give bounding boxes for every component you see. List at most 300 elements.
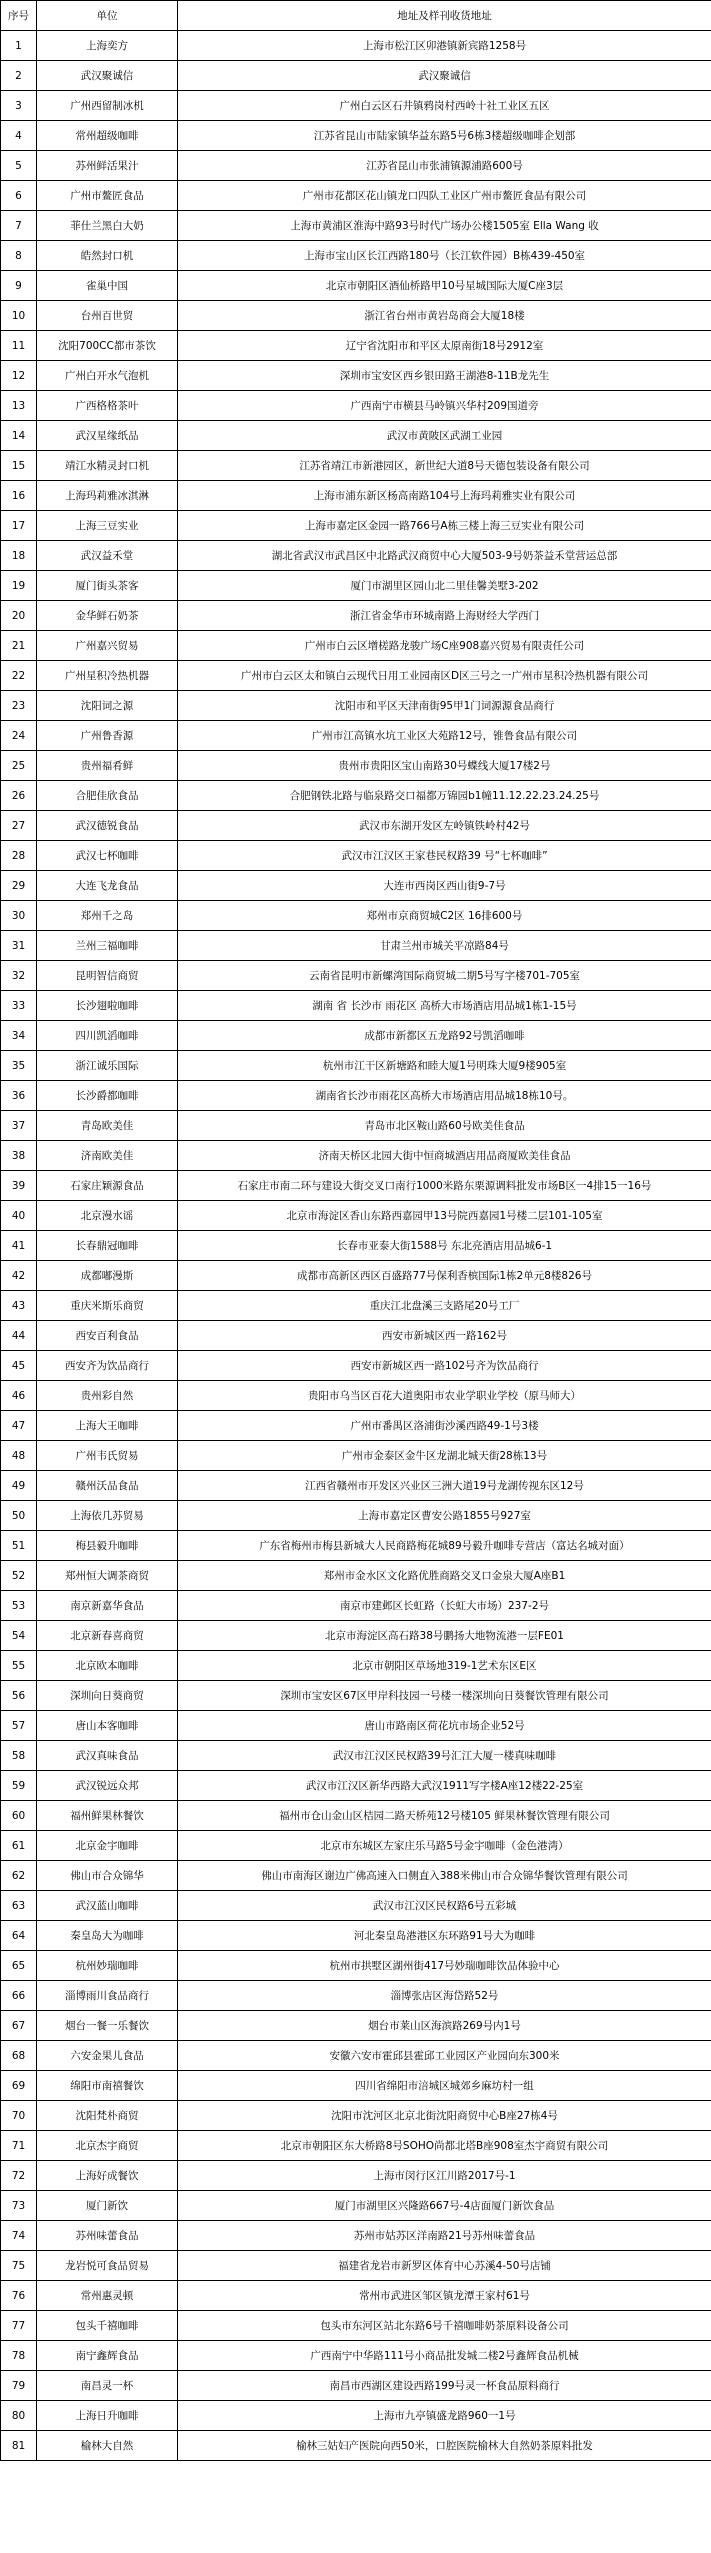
table-row [1, 2401, 711, 2431]
row-unit: 皓然封口机 [37, 241, 178, 271]
table-row [1, 1381, 711, 1411]
row-unit: 金华鲜石奶茶 [37, 601, 178, 631]
row-address: 武汉市江汉区新华西路大武汉1911写字楼A座12楼22-25室 [178, 1771, 711, 1801]
row-address: 上海市九亭镇盛龙路960一1号 [178, 2401, 711, 2431]
header-address: 地址及样刊收货地址 [178, 1, 711, 31]
row-index: 41 [1, 1231, 37, 1261]
row-index: 27 [1, 811, 37, 841]
row-address: 西安市新城区西一路102号齐为饮品商行 [178, 1351, 711, 1381]
table-row [1, 1771, 711, 1801]
table-row [1, 961, 711, 991]
row-unit: 北京新春喜商贸 [37, 1621, 178, 1651]
table-row [1, 631, 711, 661]
row-unit: 龙岩悦可食品贸易 [37, 2251, 178, 2281]
row-address: 郑州市金水区文化路优胜商路交叉口金泉大厦A座B1 [178, 1561, 711, 1591]
row-index: 73 [1, 2191, 37, 2221]
table-row [1, 751, 711, 781]
header-index: 序号 [1, 1, 37, 31]
row-index: 14 [1, 421, 37, 451]
row-index: 31 [1, 931, 37, 961]
table-row [1, 2011, 711, 2041]
row-unit: 大连飞龙食品 [37, 871, 178, 901]
row-address: 西安市新城区西一路162号 [178, 1321, 711, 1351]
table-row [1, 1801, 711, 1831]
row-index: 20 [1, 601, 37, 631]
row-address: 长春市亚泰大街1588号 东北亮酒店用品城6-1 [178, 1231, 711, 1261]
table-row [1, 361, 711, 391]
header-row [1, 1, 711, 31]
table-row [1, 1651, 711, 1681]
row-unit: 济南欧美佳 [37, 1141, 178, 1171]
table-row [1, 1201, 711, 1231]
row-unit: 重庆米斯乐商贸 [37, 1291, 178, 1321]
table-row [1, 2311, 711, 2341]
row-index: 61 [1, 1831, 37, 1861]
row-index: 43 [1, 1291, 37, 1321]
table-row [1, 1411, 711, 1441]
table-row [1, 1501, 711, 1531]
row-index: 18 [1, 541, 37, 571]
row-index: 30 [1, 901, 37, 931]
row-unit: 常州超级咖啡 [37, 121, 178, 151]
row-address: 江苏省靖江市新港园区，新世纪大道8号天德包装设备有限公司 [178, 451, 711, 481]
row-address: 大连市西岗区西山街9-7号 [178, 871, 711, 901]
row-address: 北京市东城区左家庄乐马路5号金宇咖啡（金色港湾） [178, 1831, 711, 1861]
row-index: 48 [1, 1441, 37, 1471]
row-unit: 郑州恒大调茶商贸 [37, 1561, 178, 1591]
row-unit: 佛山市合众锦华 [37, 1861, 178, 1891]
row-index: 55 [1, 1651, 37, 1681]
row-address: 福州市仓山金山区桔园二路天桥苑12号楼105 鲜果林餐饮管理有限公司 [178, 1801, 711, 1831]
table-row [1, 1561, 711, 1591]
row-address: 上海市黄浦区淮海中路93号时代广场办公楼1505室 Ella Wang 收 [178, 211, 711, 241]
row-unit: 深圳向日葵商贸 [37, 1681, 178, 1711]
row-address: 浙江省台州市黄岩岛商会大厦18楼 [178, 301, 711, 331]
row-address: 郑州市京商贸城C2区 16排600号 [178, 901, 711, 931]
row-index: 2 [1, 61, 37, 91]
table-row [1, 2071, 711, 2101]
row-index: 58 [1, 1741, 37, 1771]
row-address: 淄博张店区海岱路52号 [178, 1981, 711, 2011]
row-index: 5 [1, 151, 37, 181]
row-address: 武汉市江汉区王家巷民权路39 号“七杯咖啡” [178, 841, 711, 871]
row-address: 四川省绵阳市涪城区城郊乡麻坊村一组 [178, 2071, 711, 2101]
row-unit: 上海日升咖啡 [37, 2401, 178, 2431]
row-unit: 沈阳梵朴商贸 [37, 2101, 178, 2131]
row-index: 75 [1, 2251, 37, 2281]
table-row [1, 2221, 711, 2251]
row-address: 深圳市宝安区67区甲岸科技园一号楼一楼深圳向日葵餐饮管理有限公司 [178, 1681, 711, 1711]
row-unit: 上海依几苏贸易 [37, 1501, 178, 1531]
row-unit: 烟台一餐一乐餐饮 [37, 2011, 178, 2041]
table-row [1, 421, 711, 451]
row-index: 22 [1, 661, 37, 691]
row-unit: 武汉德锐食品 [37, 811, 178, 841]
row-address: 北京市朝阳区酒仙桥路甲10号星城国际大厦C座3层 [178, 271, 711, 301]
row-unit: 绵阳市南禧餐饮 [37, 2071, 178, 2101]
table-row [1, 1321, 711, 1351]
row-unit: 雀巢中国 [37, 271, 178, 301]
row-address: 武汉市江汉区民权路39号汇江大厦一楼真味咖啡 [178, 1741, 711, 1771]
row-address: 安徽六安市霍邱县霍邱工业园区产业园向东300米 [178, 2041, 711, 2071]
table-row [1, 121, 711, 151]
table-row [1, 1531, 711, 1561]
row-unit: 北京杰宇商贸 [37, 2131, 178, 2161]
row-address: 广西南宁中华路111号小商品批发城二楼2号鑫辉食品机械 [178, 2341, 711, 2371]
row-unit: 厦门新饮 [37, 2191, 178, 2221]
row-address: 北京市朝阳区东大桥路8号SOHO尚都北塔B座908室杰宇商贸有限公司 [178, 2131, 711, 2161]
table-row [1, 1831, 711, 1861]
row-address: 湖北省武汉市武昌区中北路武汉商贸中心大厦503-9号奶茶益禾堂营运总部 [178, 541, 711, 571]
row-unit: 靖江水精灵封口机 [37, 451, 178, 481]
row-unit: 沈阳词之源 [37, 691, 178, 721]
row-index: 60 [1, 1801, 37, 1831]
row-unit: 广州西留制冰机 [37, 91, 178, 121]
table-row [1, 91, 711, 121]
row-index: 23 [1, 691, 37, 721]
header-unit: 单位 [37, 1, 178, 31]
row-unit: 浙江诚乐国际 [37, 1051, 178, 1081]
row-unit: 贵州彩自然 [37, 1381, 178, 1411]
row-unit: 广州韦氏贸易 [37, 1441, 178, 1471]
row-address: 武汉市东湖开发区左岭镇铁岭村42号 [178, 811, 711, 841]
row-address: 石家庄市南二环与建设大街交叉口南行1000米路东栗源调料批发市场B区一4排15一16号 [178, 1171, 711, 1201]
row-address: 北京市海淀区香山东路西嘉园甲13号院西嘉园1号楼二层101-105室 [178, 1201, 711, 1231]
row-address: 成都市高新区西区百盛路77号保利香槟国际1栋2单元8楼826号 [178, 1261, 711, 1291]
row-unit: 杭州妙瑞咖啡 [37, 1951, 178, 1981]
row-index: 69 [1, 2071, 37, 2101]
table-row [1, 301, 711, 331]
row-index: 24 [1, 721, 37, 751]
row-unit: 北京漫水谣 [37, 1201, 178, 1231]
row-unit: 合肥佳欣食品 [37, 781, 178, 811]
table-row [1, 841, 711, 871]
table-row [1, 931, 711, 961]
row-address: 成都市新都区五龙路92号凯滔咖啡 [178, 1021, 711, 1051]
table-row [1, 1921, 711, 1951]
row-index: 29 [1, 871, 37, 901]
row-index: 66 [1, 1981, 37, 2011]
row-address: 广东省梅州市梅县新城大人民商路梅花城89号毅升咖啡专营店（富达名城对面） [178, 1531, 711, 1561]
row-index: 9 [1, 271, 37, 301]
row-index: 72 [1, 2161, 37, 2191]
row-unit: 北京金宇咖啡 [37, 1831, 178, 1861]
row-index: 34 [1, 1021, 37, 1051]
table-row [1, 1681, 711, 1711]
row-index: 64 [1, 1921, 37, 1951]
row-address: 北京市朝阳区草场地319-1艺术东区E区 [178, 1651, 711, 1681]
table-row [1, 31, 711, 61]
table-row [1, 1981, 711, 2011]
row-address: 南京市建邺区长虹路（长虹大市场）237-2号 [178, 1591, 711, 1621]
row-index: 28 [1, 841, 37, 871]
row-index: 37 [1, 1111, 37, 1141]
row-index: 19 [1, 571, 37, 601]
row-address: 广州市白云区增槎路龙骏广场C座908嘉兴贸易有限责任公司 [178, 631, 711, 661]
table-row [1, 1141, 711, 1171]
table-row [1, 901, 711, 931]
row-unit: 武汉蓝山咖啡 [37, 1891, 178, 1921]
row-index: 39 [1, 1171, 37, 1201]
row-address: 包头市东河区站北东路6号千禧咖啡奶茶原料设备公司 [178, 2311, 711, 2341]
table-row [1, 541, 711, 571]
table-row [1, 691, 711, 721]
row-address: 福建省龙岩市新罗区体育中心苏溪4-50号店铺 [178, 2251, 711, 2281]
row-index: 76 [1, 2281, 37, 2311]
row-index: 46 [1, 1381, 37, 1411]
row-unit: 广西格格茶叶 [37, 391, 178, 421]
row-unit: 台州百世贸 [37, 301, 178, 331]
row-unit: 武汉聚诚信 [37, 61, 178, 91]
table-row [1, 391, 711, 421]
row-index: 26 [1, 781, 37, 811]
row-index: 77 [1, 2311, 37, 2341]
row-index: 42 [1, 1261, 37, 1291]
row-unit: 昆明智信商贸 [37, 961, 178, 991]
row-address: 武汉市黄陂区武湖工业园 [178, 421, 711, 451]
row-address: 厦门市湖里区园山北二里佳馨美墅3-202 [178, 571, 711, 601]
row-unit: 西安齐为饮品商行 [37, 1351, 178, 1381]
row-unit: 北京欧本咖啡 [37, 1651, 178, 1681]
table-row [1, 211, 711, 241]
row-address: 广州市花都区花山镇龙口四队工业区广州市鳌匠食品有限公司 [178, 181, 711, 211]
table-body [1, 31, 711, 2461]
row-address: 唐山市路南区荷花坑市场企业52号 [178, 1711, 711, 1741]
table-row [1, 2041, 711, 2071]
row-unit: 上海好成餐饮 [37, 2161, 178, 2191]
row-address: 济南天桥区北园大街中恒商城酒店用品商厦欧美佳食品 [178, 1141, 711, 1171]
row-unit: 厦门街头茶客 [37, 571, 178, 601]
row-index: 56 [1, 1681, 37, 1711]
row-address: 广州白云区石井镇鸦岗村西岭十社工业区五区 [178, 91, 711, 121]
row-index: 70 [1, 2101, 37, 2131]
row-index: 65 [1, 1951, 37, 1981]
row-unit: 赣州沃品食品 [37, 1471, 178, 1501]
table-row [1, 451, 711, 481]
row-index: 54 [1, 1621, 37, 1651]
row-unit: 长沙翅啦咖啡 [37, 991, 178, 1021]
row-address: 沈阳市沈河区北京北街沈阳商贸中心B座27栋4号 [178, 2101, 711, 2131]
row-index: 16 [1, 481, 37, 511]
table-row [1, 1291, 711, 1321]
row-index: 45 [1, 1351, 37, 1381]
table-row [1, 2281, 711, 2311]
row-unit: 梅县毅升咖啡 [37, 1531, 178, 1561]
row-address: 广州市江高镇水坑工业区大苑路12号，锥鲁食品有限公司 [178, 721, 711, 751]
row-unit: 上海大王咖啡 [37, 1411, 178, 1441]
table-row [1, 331, 711, 361]
row-unit: 广州鲁香源 [37, 721, 178, 751]
table-row [1, 1351, 711, 1381]
table-row [1, 511, 711, 541]
row-unit: 榆林大自然 [37, 2431, 178, 2461]
table-row [1, 1111, 711, 1141]
row-address: 佛山市南海区谢边广佛高速入口侧直入388米佛山市合众锦华餐饮管理有限公司 [178, 1861, 711, 1891]
table-row [1, 1861, 711, 1891]
row-index: 32 [1, 961, 37, 991]
row-address: 重庆江北盘溪三支路尾20号工厂 [178, 1291, 711, 1321]
row-address: 上海市闵行区江川路2017号-1 [178, 2161, 711, 2191]
row-index: 17 [1, 511, 37, 541]
row-unit: 青岛欧美佳 [37, 1111, 178, 1141]
table-row [1, 2341, 711, 2371]
row-address: 武汉聚诚信 [178, 61, 711, 91]
row-address: 广州市番禺区洛浦街沙溪西路49-1号3楼 [178, 1411, 711, 1441]
row-index: 35 [1, 1051, 37, 1081]
row-unit: 南宁鑫辉食品 [37, 2341, 178, 2371]
row-index: 47 [1, 1411, 37, 1441]
row-index: 74 [1, 2221, 37, 2251]
row-address: 杭州市江干区新塘路和睦大厦1号明珠大厦9楼905室 [178, 1051, 711, 1081]
row-unit: 广州白开水气泡机 [37, 361, 178, 391]
row-index: 4 [1, 121, 37, 151]
row-index: 67 [1, 2011, 37, 2041]
row-index: 81 [1, 2431, 37, 2461]
row-index: 3 [1, 91, 37, 121]
table-row [1, 1471, 711, 1501]
row-index: 53 [1, 1591, 37, 1621]
row-index: 68 [1, 2041, 37, 2071]
row-address: 广州市白云区太和镇白云现代日用工业园南区D区三号之一广州市星积冷热机器有限公司 [178, 661, 711, 691]
table-row [1, 1621, 711, 1651]
row-address: 贵阳市乌当区百花大道奥阳市农业学职业学校（原马师大） [178, 1381, 711, 1411]
row-unit: 淄博雨川食品商行 [37, 1981, 178, 2011]
row-index: 7 [1, 211, 37, 241]
row-unit: 沈阳700CC都市茶饮 [37, 331, 178, 361]
row-unit: 石家庄颖源食品 [37, 1171, 178, 1201]
row-unit: 福州鲜果林餐饮 [37, 1801, 178, 1831]
row-index: 15 [1, 451, 37, 481]
row-index: 59 [1, 1771, 37, 1801]
table-row [1, 1891, 711, 1921]
row-unit: 包头千禧咖啡 [37, 2311, 178, 2341]
table-row [1, 991, 711, 1021]
table-row [1, 721, 711, 751]
row-index: 25 [1, 751, 37, 781]
table-row [1, 2251, 711, 2281]
row-unit: 武汉七杯咖啡 [37, 841, 178, 871]
row-address: 苏州市姑苏区洋南路21号苏州味蕾食品 [178, 2221, 711, 2251]
row-address: 北京市海淀区高石路38号鹏扬大地物流港一层FE01 [178, 1621, 711, 1651]
row-address: 上海市嘉定区金园一路766号A栋三楼上海三豆实业有限公司 [178, 511, 711, 541]
table-row [1, 1951, 711, 1981]
row-unit: 菲仕兰黑白大奶 [37, 211, 178, 241]
row-unit: 常州惠灵顿 [37, 2281, 178, 2311]
row-unit: 成都嘟漫斯 [37, 1261, 178, 1291]
row-address: 河北秦皇岛港港区东环路91号大为咖啡 [178, 1921, 711, 1951]
table-row [1, 2431, 711, 2461]
row-address: 江苏省昆山市陆家镇华益东路5号6栋3楼超级咖啡企划部 [178, 121, 711, 151]
table-row [1, 481, 711, 511]
row-index: 36 [1, 1081, 37, 1111]
row-unit: 南京新嘉华食品 [37, 1591, 178, 1621]
row-address: 武汉市江汉区民权路6号五彩城 [178, 1891, 711, 1921]
row-address: 杭州市拱墅区湖州街417号妙瑞咖啡饮品体验中心 [178, 1951, 711, 1981]
row-address: 辽宁省沈阳市和平区太原南街18号2912室 [178, 331, 711, 361]
row-unit: 广州星积冷热机器 [37, 661, 178, 691]
row-address: 南昌市西湖区建设西路199号灵一杯食品原料商行 [178, 2371, 711, 2401]
row-unit: 秦皇岛大为咖啡 [37, 1921, 178, 1951]
row-unit: 武汉锐远众邦 [37, 1771, 178, 1801]
row-unit: 六安金果儿食品 [37, 2041, 178, 2071]
row-unit: 南昌灵一杯 [37, 2371, 178, 2401]
row-index: 51 [1, 1531, 37, 1561]
row-index: 10 [1, 301, 37, 331]
table-row [1, 1021, 711, 1051]
table-row [1, 1441, 711, 1471]
row-index: 13 [1, 391, 37, 421]
row-address: 合肥钢铁北路与临泉路交口福都万锦园b1幢11.12.22.23.24.25号 [178, 781, 711, 811]
table-row [1, 811, 711, 841]
row-index: 63 [1, 1891, 37, 1921]
table-row [1, 1591, 711, 1621]
row-address: 上海市松江区卯港镇新宾路1258号 [178, 31, 711, 61]
row-unit: 长春鼎冠咖啡 [37, 1231, 178, 1261]
row-unit: 广州嘉兴贸易 [37, 631, 178, 661]
table-row [1, 241, 711, 271]
row-address: 贵州市贵阳区宝山南路30号蝶线大厦17楼2号 [178, 751, 711, 781]
table-row [1, 2191, 711, 2221]
row-unit: 西安百利食品 [37, 1321, 178, 1351]
table-row [1, 271, 711, 301]
table-row [1, 1711, 711, 1741]
row-address: 深圳市宝安区西乡银田路王湖港8-11B龙先生 [178, 361, 711, 391]
table-row [1, 661, 711, 691]
row-address: 烟台市莱山区海滨路269号内1号 [178, 2011, 711, 2041]
row-index: 79 [1, 2371, 37, 2401]
row-index: 50 [1, 1501, 37, 1531]
row-index: 33 [1, 991, 37, 1021]
row-address: 榆林三姑妇产医院向西50米，口腔医院榆林大自然奶茶原料批发 [178, 2431, 711, 2461]
table-row [1, 781, 711, 811]
row-address: 广州市金泰区金牛区龙湖北城天街28栋13号 [178, 1441, 711, 1471]
row-index: 57 [1, 1711, 37, 1741]
row-unit: 武汉星缘纸品 [37, 421, 178, 451]
row-index: 52 [1, 1561, 37, 1591]
row-index: 6 [1, 181, 37, 211]
table-row [1, 1261, 711, 1291]
row-address: 浙江省金华市环城南路上海财经大学西门 [178, 601, 711, 631]
row-unit: 苏州味蕾食品 [37, 2221, 178, 2251]
row-index: 1 [1, 31, 37, 61]
table-row [1, 2371, 711, 2401]
row-index: 8 [1, 241, 37, 271]
row-unit: 上海三豆实业 [37, 511, 178, 541]
row-address: 常州市武进区邹区镇龙潭王家村61号 [178, 2281, 711, 2311]
row-address: 青岛市北区鞍山路60号欧美佳食品 [178, 1111, 711, 1141]
row-address: 广西南宁市横县马岭镇兴华村209国道旁 [178, 391, 711, 421]
table-row [1, 1081, 711, 1111]
table-row [1, 151, 711, 181]
row-index: 11 [1, 331, 37, 361]
row-index: 40 [1, 1201, 37, 1231]
row-unit: 武汉益禾堂 [37, 541, 178, 571]
row-index: 44 [1, 1321, 37, 1351]
table-row [1, 1051, 711, 1081]
row-unit: 广州市鳌匠食品 [37, 181, 178, 211]
table-row [1, 871, 711, 901]
row-unit: 郑州千之岛 [37, 901, 178, 931]
table-row [1, 1171, 711, 1201]
row-address: 湖南省长沙市雨花区高桥大市场酒店用品城18栋10号。 [178, 1081, 711, 1111]
row-unit: 四川凯滔咖啡 [37, 1021, 178, 1051]
table-row [1, 2101, 711, 2131]
row-unit: 唐山本客咖啡 [37, 1711, 178, 1741]
row-address: 甘肃兰州市城关平凉路84号 [178, 931, 711, 961]
row-index: 38 [1, 1141, 37, 1171]
row-unit: 上海玛莉雅冰淇淋 [37, 481, 178, 511]
row-address: 厦门市湖里区兴隆路667号-4店面厦门新饮食品 [178, 2191, 711, 2221]
